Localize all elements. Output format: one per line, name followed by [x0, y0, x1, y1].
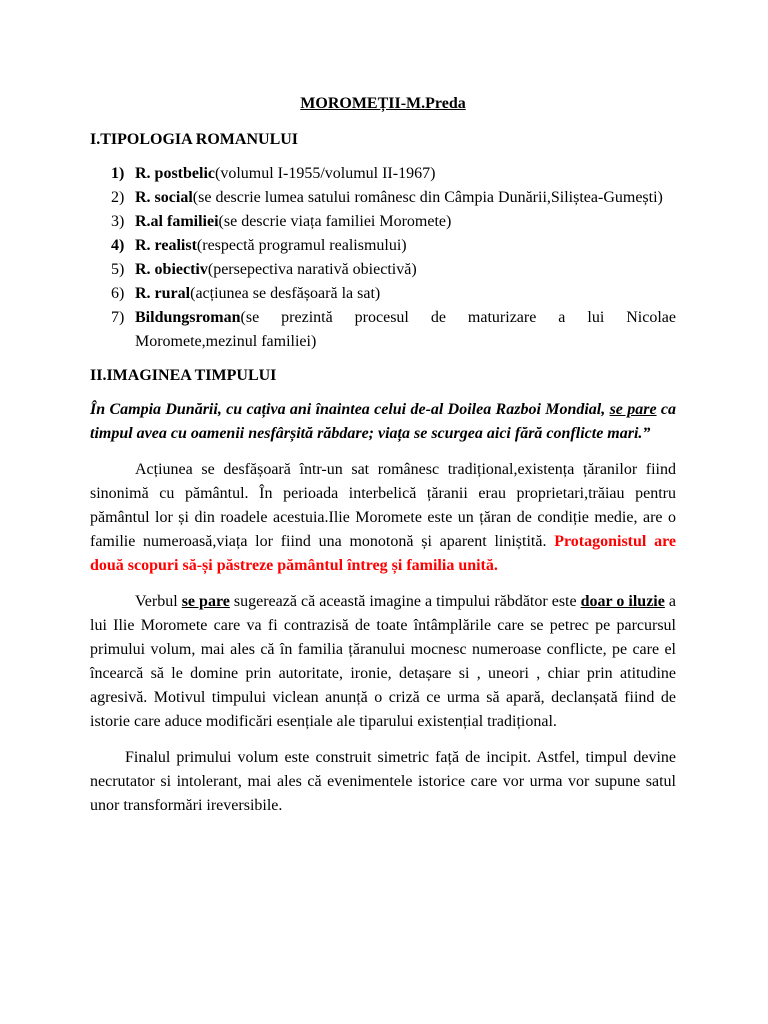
list-item	[90, 162, 676, 186]
list-term: R. rural	[135, 285, 191, 302]
list-term: R.al familiei	[135, 213, 219, 230]
incipit-quote	[90, 398, 676, 446]
list-number: 6)	[111, 285, 125, 302]
paragraph-text: sugerează că această imagine a timpului răbdător este	[229, 593, 581, 610]
paragraph-text: a lui Ilie Moromete care va fi contrazisă de toate întâmplările care se petrec pe parcursul primului volum, mai ales că în familia țăranului mocnesc numeroase conflicte, pe care el încearcă să le domine prin autoritate, ironie, detașare si , uneori , chiar prin atitudine agresivă. Motivul timpului viclean anunță o criză ce urma să apară, declanșată fiind de istorie care aduce modificări esențiale ale tiparului existențial tradițional.	[90, 593, 676, 730]
list-term: R. postbelic	[135, 165, 215, 182]
list-description: (se descrie viața familiei Moromete)	[218, 213, 452, 230]
list-description: (respectă programul realismului)	[196, 237, 407, 254]
list-term: Bildungsroman	[135, 309, 241, 326]
list-description: (acțiunea se desfășoară la sat)	[190, 285, 381, 302]
list-number: 4)	[111, 237, 125, 254]
paragraph-verbul	[90, 590, 676, 734]
novel-types-list	[90, 162, 676, 354]
list-description: (persepectiva narativă obiectivă)	[207, 261, 417, 278]
list-item	[90, 282, 676, 306]
document-page	[90, 92, 676, 830]
paragraph-text: Verbul	[135, 593, 182, 610]
list-term: R. social	[135, 189, 193, 206]
document-title: MOROMEȚII-M.Preda	[300, 95, 466, 112]
section-heading-tipologia: I.TIPOLOGIA ROMANULUI	[90, 131, 299, 148]
list-item	[90, 186, 676, 210]
quote-underlined-phrase: se pare	[609, 401, 657, 418]
highlighted-sentence: Protagonistul are două scopuri să-și păstreze pământul întreg și familia unită.	[90, 533, 676, 574]
list-number: 7)	[111, 309, 125, 326]
quote-text-end: ca timpul avea cu oamenii nesfârșită răbdare; viața se scurgea aici fără conflicte mari.”	[90, 401, 677, 442]
list-description: (se prezintă procesul de maturizare a lui Nicolae Moromete,mezinul familiei)	[135, 309, 676, 350]
list-description: (volumul I-1955/volumul II-1967)	[215, 165, 436, 182]
underlined-phrase-doar-o-iluzie: doar o iluzie	[580, 593, 665, 610]
paragraph-actiunea	[90, 458, 676, 578]
list-item	[90, 306, 676, 354]
paragraph-finalul: Finalul primului volum este construit simetric față de incipit. Astfel, timpul devine necrutator si intolerant, mai ales că evenimentele istorice care vor urma vor supune satul unor transformări ireversibile.	[90, 749, 676, 814]
underlined-phrase-se-pare: se pare	[181, 593, 230, 610]
list-number: 5)	[111, 261, 125, 278]
list-item	[90, 258, 676, 282]
list-description: (se descrie lumea satului românesc din Câmpia Dunării,Siliștea-Gumești)	[192, 189, 663, 206]
list-number: 1)	[111, 165, 125, 182]
list-number: 2)	[111, 189, 125, 206]
paragraph-text: Acțiunea se desfășoară într-un sat românesc tradițional,existența țăranilor fiind sinonimă cu pământul. În perioada interbelică țăranii erau proprietari,trăiau pentru pământul lor și din roadele acestuia.Ilie Moromete este un țăran de condiție medie, are o familie numeroasă,viața lor fiind una monotonă și aparent liniștită.	[90, 461, 676, 550]
list-term: R. realist	[135, 237, 197, 254]
list-term: R. obiectiv	[135, 261, 208, 278]
list-number: 3)	[111, 213, 125, 230]
list-item	[90, 234, 676, 258]
list-item	[90, 210, 676, 234]
section-heading-imaginea-timpului: II.IMAGINEA TIMPULUI	[90, 367, 277, 384]
quote-text-start: În Campia Dunării, cu cațiva ani înaintea celui de-al Doilea Razboi Mondial,	[90, 401, 610, 418]
